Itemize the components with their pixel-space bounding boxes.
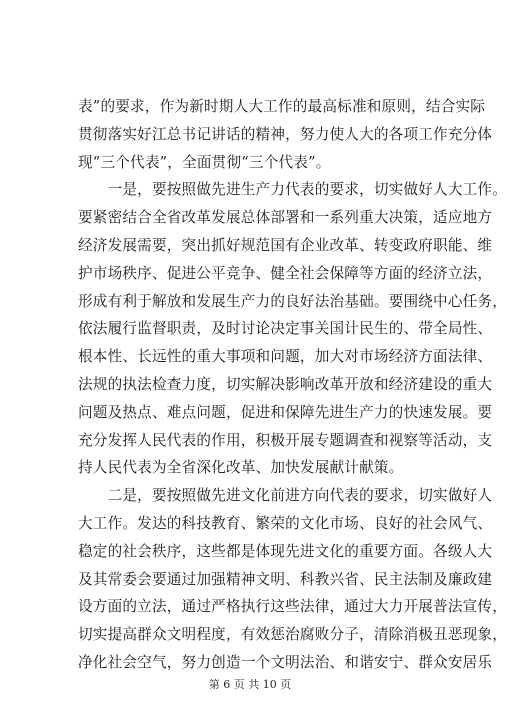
text-line: 法规的执法检查力度，切实解决影响改革开放和经济建设的重大 <box>78 375 493 393</box>
text-line: 二是，要按照做先进文化前进方向代表的要求，切实做好人 <box>78 487 493 505</box>
page-number-label: 第 6 页 共 10 页 <box>208 678 292 691</box>
text-line: 持人民代表为全省深化改革、加快发展献计献策。 <box>78 459 404 477</box>
text-line: 要紧密结合全省改革发展总体部署和一系列重大决策，适应地方 <box>78 209 493 227</box>
text-line: 净化社会空气，努力创造一个文明法治、和谐安宁、群众安居乐 <box>78 653 493 671</box>
text-line: 大工作。发达的科技教育、繁荣的文化市场、良好的社会风气、 <box>78 514 493 532</box>
page-footer <box>0 676 500 692</box>
text-line: 表”的要求，作为新时期人大工作的最高标准和原则，结合实际 <box>78 98 486 115</box>
text-line: 一是，要按照做先进生产力代表的要求，切实做好人大工作。 <box>78 181 507 199</box>
text-line: 充分发挥人民代表的作用，积极开展专题调查和视察等活动，支 <box>78 431 493 449</box>
text-line: 设方面的立法，通过严格执行这些法律，通过大力开展普法宣传， <box>78 598 507 616</box>
text-line: 及其常委会要通过加强精神文明、科教兴省、民主法制及廉政建 <box>78 570 493 588</box>
text-line: 根本性、长远性的重大事项和问题，加大对市场经济方面法律、 <box>78 348 493 366</box>
text-line: 经济发展需要，突出抓好规范国有企业改革、转变政府职能、维 <box>78 236 493 254</box>
text-line: 切实提高群众文明程度，有效惩治腐败分子，清除消极丑恶现象， <box>78 626 507 644</box>
text-line: 问题及热点、难点问题，促进和保障先进生产力的快速发展。要 <box>78 403 493 421</box>
document-body <box>78 93 507 677</box>
text-line: 现“三个代表”，全面贯彻“三个代表”。 <box>78 153 331 171</box>
text-line: 形成有利于解放和发展生产力的良好法治基础。要围绕中心任务， <box>78 292 507 310</box>
text-line: 依法履行监督职责，及时讨论决定事关国计民生的、带全局性、 <box>78 320 493 338</box>
text-line: 贯彻落实好江总书记讲话的精神，努力使人大的各项工作充分体 <box>78 125 493 143</box>
text-line: 稳定的社会秩序，这些都是体现先进文化的重要方面。各级人大 <box>78 542 493 560</box>
text-line: 护市场秩序、促进公平竞争、健全社会保障等方面的经济立法， <box>78 264 493 282</box>
